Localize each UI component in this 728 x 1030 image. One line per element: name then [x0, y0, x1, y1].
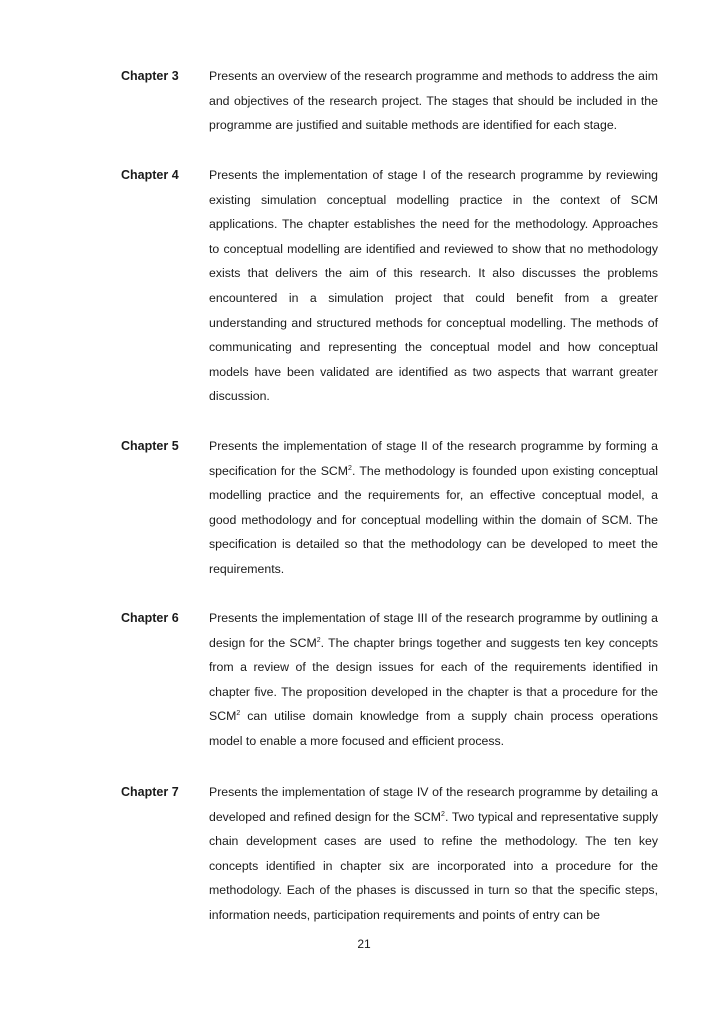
description-text: . The chapter brings together and suggests ten key concepts from a review of the design issues for each of the requirements identified in chapter five. The proposition developed in the chapter is that a procedure for the SCM	[209, 635, 658, 724]
description-text: Presents the implementation of stage III of the research programme by outlining a design for the SCM	[209, 611, 658, 650]
superscript-2: 2	[236, 710, 241, 718]
description-text: Presents the implementation of stage I of the research programme by reviewing existing simulation conceptual modelling practice in the context of SCM applications. The chapter establishes the need for the methodology. Approaches to conceptual modelling are identified and reviewed to show that no methodology exists that delivers the aim of this research. It also discusses the problems encountered in a simulation project that could benefit from a greater understanding and structured methods for conceptual modelling. The methods of communicating and representing the conceptual model and how conceptual models have been validated are identified as two aspects that warrant greater discussion.	[209, 168, 658, 404]
chapter-description	[209, 606, 658, 754]
description-text: Presents the implementation of stage IV of the research programme by detailing a developed and refined design for the SCM	[209, 785, 658, 824]
chapter-description	[209, 163, 658, 409]
description-text: . The methodology is founded upon existing conceptual modelling practice and the requirements for, an effective conceptual model, a good methodology and for conceptual modelling within the domain of SCM. The specification is detailed so that the methodology can be developed to meet the requirements.	[209, 463, 658, 576]
superscript-2: 2	[316, 636, 321, 644]
description-text: . Two typical and representative supply chain development cases are used to refine the methodology. The ten key concepts identified in chapter six are incorporated into a procedure for the methodology. Each of the phases is discussed in turn so that the specific steps, information needs, participation requirements and points of entry can be	[209, 809, 659, 922]
chapter-description	[209, 434, 658, 582]
chapter-label: Chapter 7	[121, 785, 179, 799]
superscript-2: 2	[441, 810, 445, 818]
description-text: Presents an overview of the research programme and methods to address the aim and objectives of the research project. The stages that should be included in the programme are justified and suitable methods are identified for each stage.	[209, 69, 658, 133]
page-number: 21	[357, 937, 371, 951]
chapter-label: Chapter 5	[121, 439, 179, 453]
chapter-label: Chapter 3	[121, 69, 179, 83]
superscript-2: 2	[348, 464, 352, 472]
chapter-description	[209, 780, 658, 928]
chapter-label: Chapter 6	[121, 611, 179, 625]
chapter-description	[209, 64, 658, 138]
chapter-label: Chapter 4	[121, 168, 179, 182]
description-text: Presents the implementation of stage II of the research programme by forming a specification for the SCM	[209, 439, 658, 478]
description-text: can utilise domain knowledge from a supply chain process operations model to enable a more focused and efficient process.	[209, 709, 658, 748]
